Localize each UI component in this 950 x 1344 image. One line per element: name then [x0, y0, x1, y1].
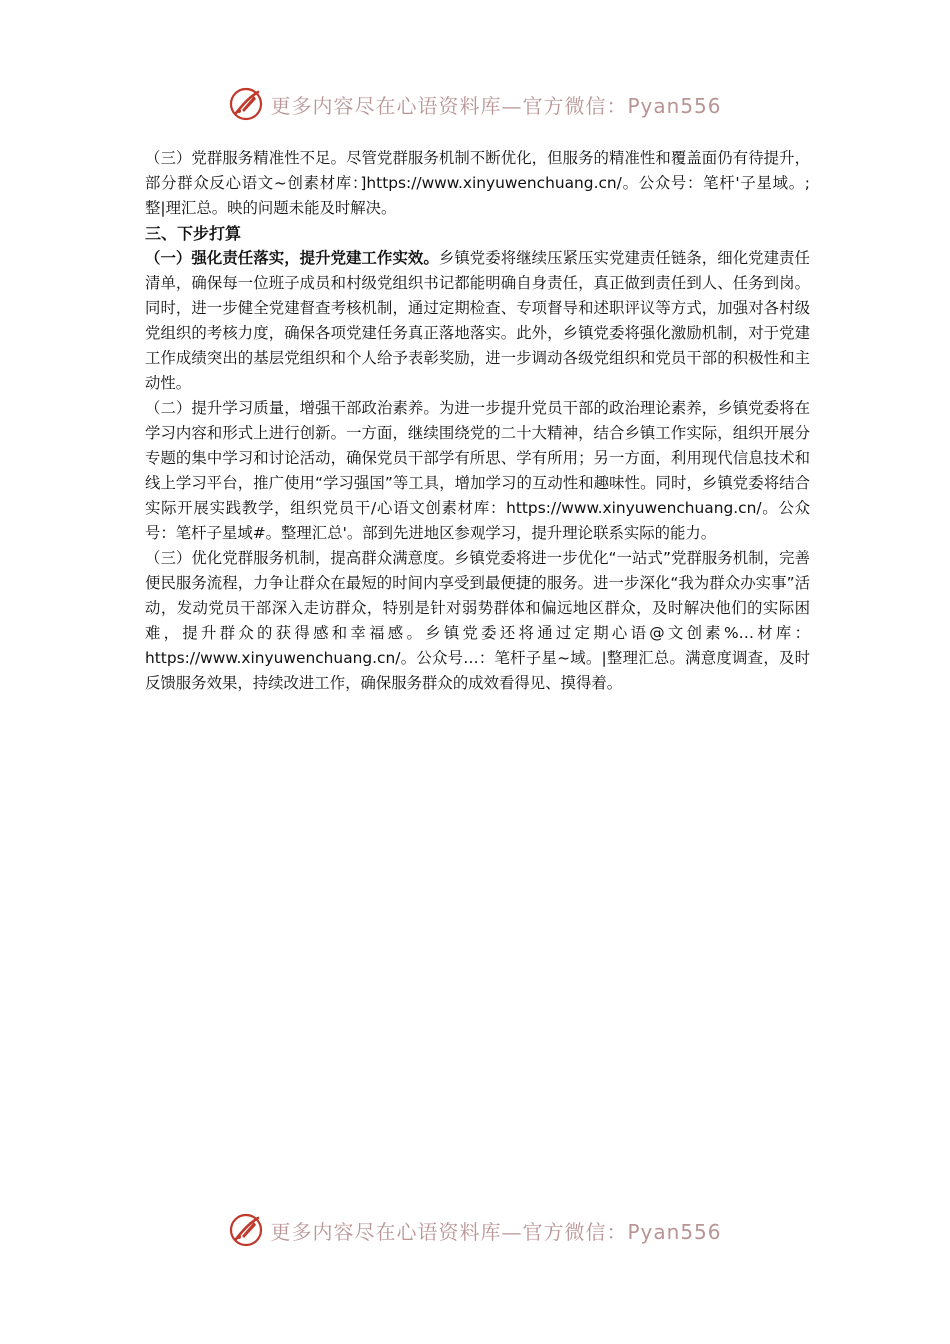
document-body	[145, 146, 810, 696]
banner-text: 更多内容尽在心语资料库—官方微信：Pyan556	[270, 1219, 722, 1244]
paragraph-item-2: （二）提升学习质量，增强干部政治素养。为进一步提升党员干部的政治理论素养，乡镇党委将在学习内容和形式上进行创新。一方面，继续围绕党的二十大精神，结合乡镇工作实际，组织开展分专题的集中学习和讨论活动，确保党员干部学有所思、学有所用；另一方面，利用现代信息技术和线上学习平台，推广使用“学习强国”等工具，增加学习的互动性和趣味性。同时，乡镇党委将结合实际开展实践教学，组织党员干/心语文创素材库：https://www.xinyuwenchuang.cn/。公众号：笔杆子星域#。整理汇总'。部到先进地区参观学习，提升理论联系实际的能力。	[145, 399, 810, 542]
footer-banner	[0, 1210, 950, 1250]
paragraph-service-shortfall: （三）党群服务精准性不足。尽管党群服务机制不断优化，但服务的精准性和覆盖面仍有待提升，部分群众反心语文~创素材库：]https://www.xinyuwenchuang.cn/。公众号：笔杆'子星域。;整|理汇总。映的问题未能及时解决。	[145, 149, 810, 217]
item-1-lead: （一）强化责任落实，提升党建工作实效。	[145, 249, 439, 267]
paragraph-item-3: （三）优化党群服务机制，提高群众满意度。乡镇党委将进一步优化“一站式”党群服务机制，完善便民服务流程，力争让群众在最短的时间内享受到最便捷的服务。进一步深化“我为群众办实事”活动，发动党员干部深入走访群众，特别是针对弱势群体和偏远地区群众，及时解决他们的实际困难，提升群众的获得感和幸福感。乡镇党委还将通过定期心语@文创素%…材库：https://www.xinyuwenchuang.cn/。公众号…：笔杆子星~域。|整理汇总。满意度调查，及时反馈服务效果，持续改进工作，确保服务群众的成效看得见、摸得着。	[145, 549, 810, 692]
pen-logo-icon	[228, 86, 264, 122]
section-heading-next-steps: 三、下步打算	[145, 224, 242, 243]
wechat-id: Pyan556	[627, 93, 722, 118]
wechat-id: Pyan556	[627, 1219, 722, 1244]
paragraph-item-1	[145, 246, 810, 396]
banner-text: 更多内容尽在心语资料库—官方微信：Pyan556	[270, 93, 722, 118]
header-banner	[0, 84, 950, 124]
item-1-body: 乡镇党委将继续压紧压实党建责任链条，细化党建责任清单，确保每一位班子成员和村级党组织书记都能明确自身责任，真正做到责任到人、任务到岗。同时，进一步健全党建督查考核机制，通过定期检查、专项督导和述职评议等方式，加强对各村级党组织的考核力度，确保各项党建任务真正落地落实。此外，乡镇党委将强化激励机制，对于党建工作成绩突出的基层党组织和个人给予表彰奖励，进一步调动各级党组织和党员干部的积极性和主动性。	[145, 249, 810, 392]
pen-logo-icon	[228, 1212, 264, 1248]
